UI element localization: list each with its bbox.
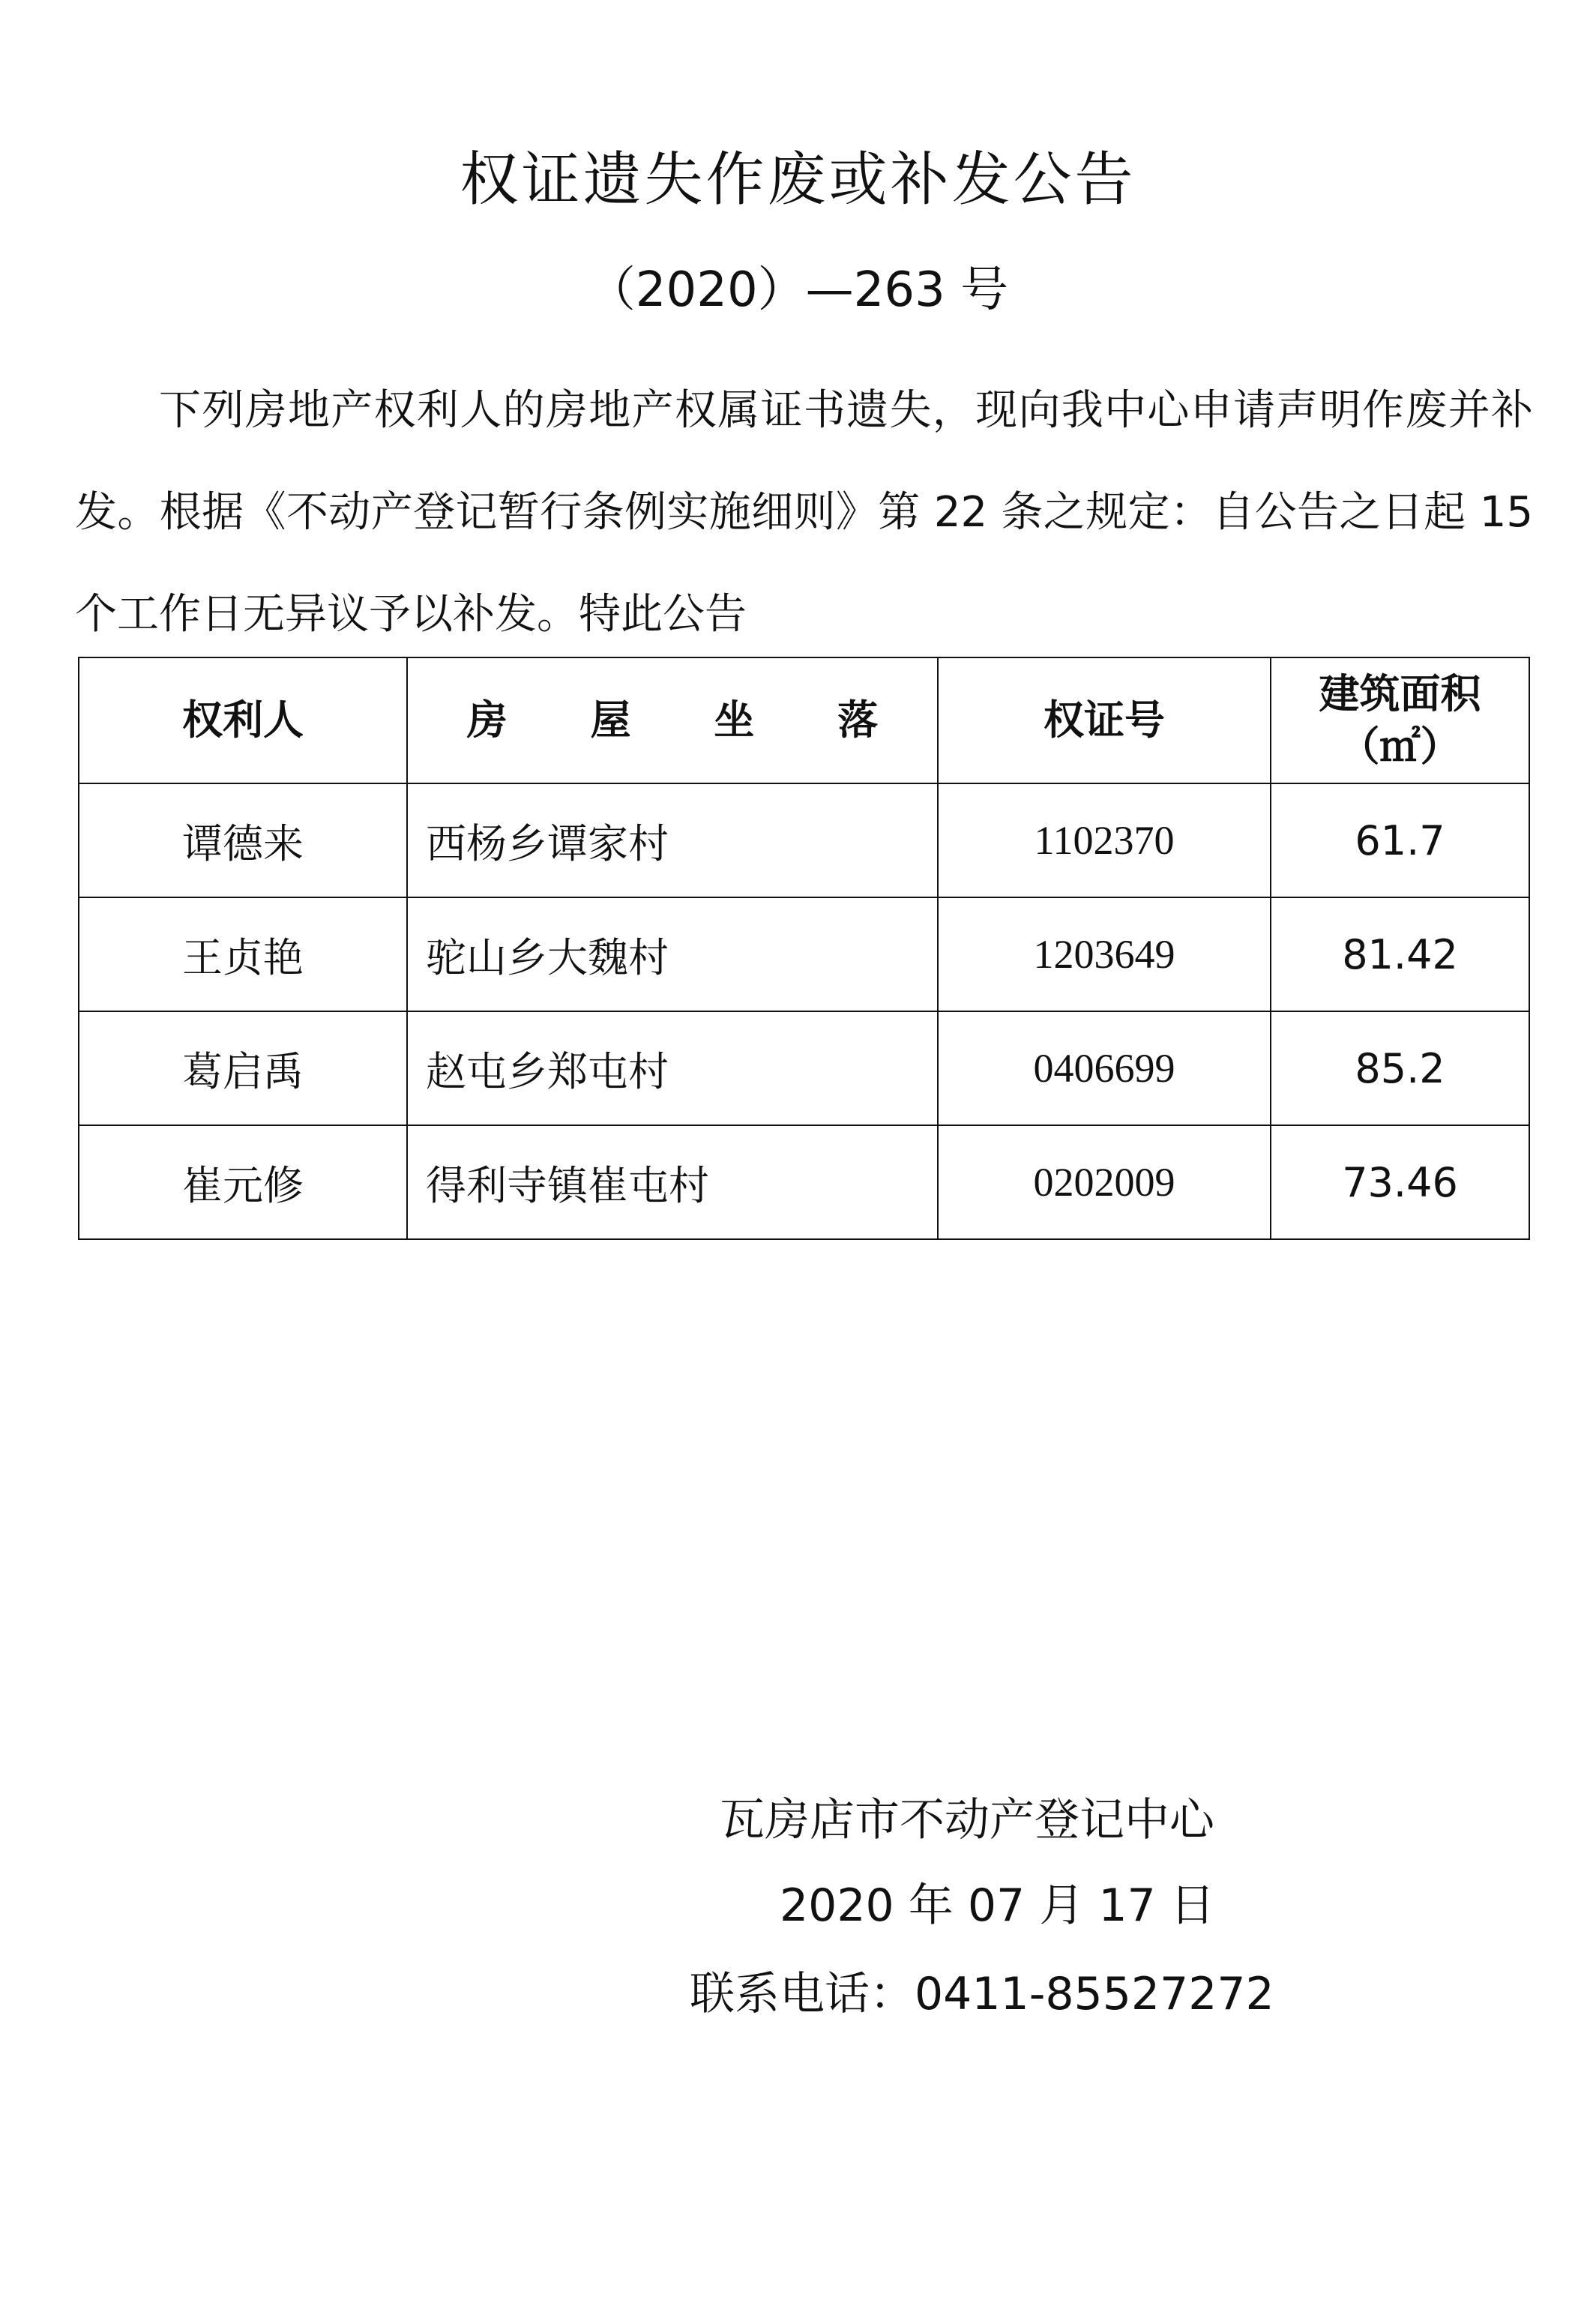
table-row <box>79 1125 1529 1239</box>
cell-cert-no: 1203649 <box>938 897 1271 1011</box>
cell-location: 西杨乡谭家村 <box>407 783 938 897</box>
cell-cert-no: 1102370 <box>938 783 1271 897</box>
table-header-row <box>79 657 1529 783</box>
cell-location: 得利寺镇崔屯村 <box>407 1125 938 1239</box>
table-row <box>79 783 1529 897</box>
records-table <box>78 657 1530 1240</box>
cell-holder: 谭德来 <box>79 783 407 897</box>
cell-holder: 崔元修 <box>79 1125 407 1239</box>
notice-number: （2020）—263 号 <box>587 262 1009 318</box>
header-location-label: 房 屋 坐 落 <box>466 696 913 744</box>
cell-area: 61.7 <box>1271 783 1529 897</box>
footer-phone: 联系电话：0411-85527272 <box>690 1968 1274 2020</box>
footer-organization: 瓦房店市不动产登记中心 <box>720 1794 1214 1846</box>
cell-area: 73.46 <box>1271 1125 1529 1239</box>
header-area-line2: （㎡） <box>1339 723 1461 770</box>
header-cert-no: 权证号 <box>938 657 1271 783</box>
cell-location: 驼山乡大魏村 <box>407 897 938 1011</box>
cell-location: 赵屯乡郑屯村 <box>407 1011 938 1125</box>
cell-area: 85.2 <box>1271 1011 1529 1125</box>
table-row <box>79 897 1529 1011</box>
cell-holder: 葛启禹 <box>79 1011 407 1125</box>
notice-title: 权证遗失作废或补发公告 <box>460 146 1136 214</box>
cell-cert-no: 0202009 <box>938 1125 1271 1239</box>
header-location <box>407 657 938 783</box>
cell-cert-no: 0406699 <box>938 1011 1271 1125</box>
header-holder: 权利人 <box>79 657 407 783</box>
cell-area: 81.42 <box>1271 897 1529 1011</box>
table-row <box>79 1011 1529 1125</box>
header-area-line1: 建筑面积 <box>1319 670 1481 717</box>
cell-holder: 王贞艳 <box>79 897 407 1011</box>
notice-paragraph: 下列房地产权利人的房地产权属证书遗失，现向我中心申请声明作废并补发。根据《不动产登记暂行条例实施细则》第 22 条之规定：自公告之日起 15 个工作日无异议予以补发。特此公告 <box>75 386 1533 639</box>
header-area <box>1271 657 1529 783</box>
footer-date: 2020 年 07 月 17 日 <box>780 1879 1215 1932</box>
